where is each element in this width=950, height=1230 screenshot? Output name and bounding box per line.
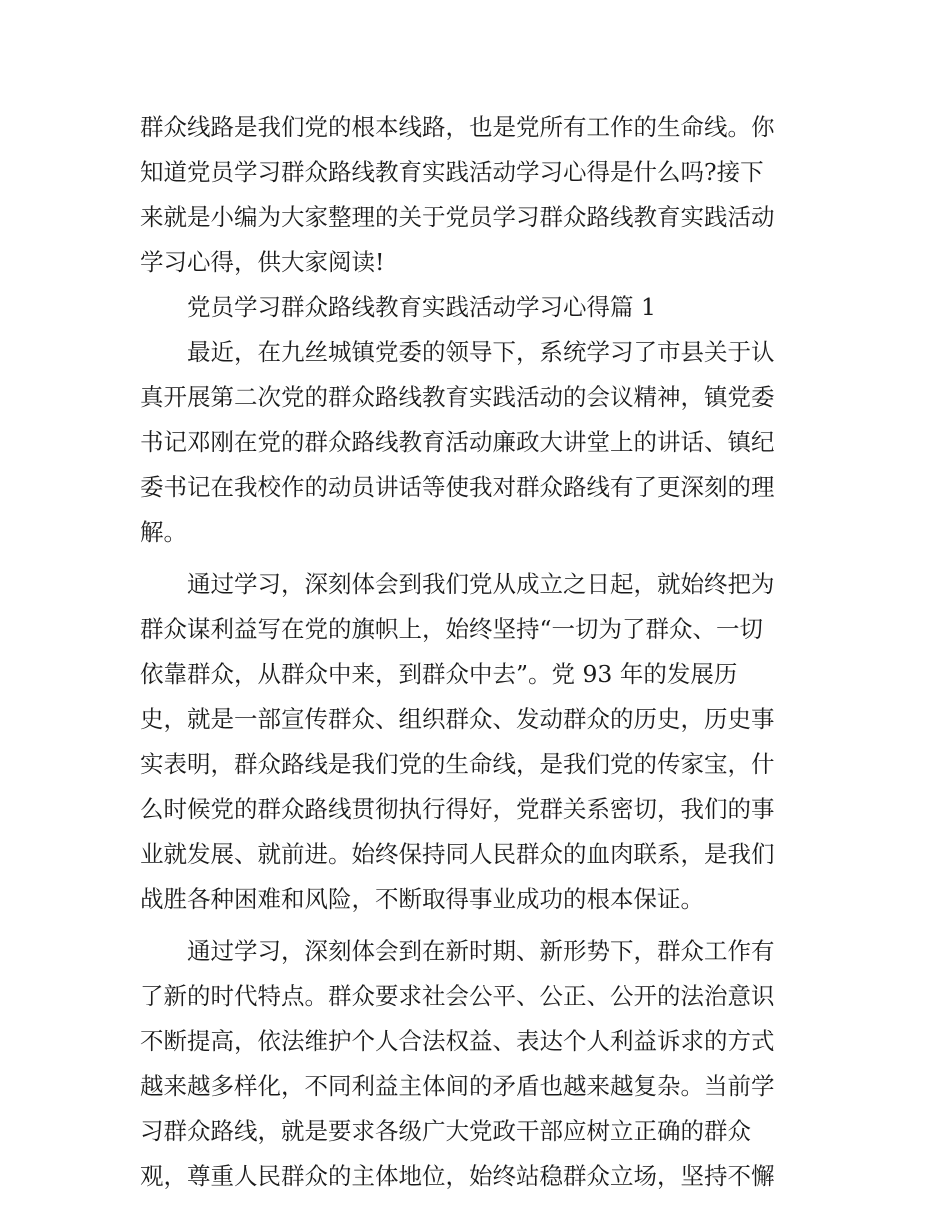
text-line: 知道党员学习群众路线教育实践活动学习心得是什么吗?接下 bbox=[140, 158, 764, 186]
paragraph-gap bbox=[140, 555, 820, 562]
text-line: 么时候党的群众路线贯彻执行得好，党群关系密切，我们的事 bbox=[140, 795, 775, 823]
document-body bbox=[140, 105, 820, 1199]
text-line: 最近，在九丝城镇党委的领导下，系统学习了市县关于认 bbox=[187, 338, 775, 366]
text-line: 越来越多样化，不同利益主体间的矛盾也越来越复杂。当前学 bbox=[140, 1072, 775, 1100]
paragraph-1 bbox=[140, 330, 820, 555]
text-line: 习群众路线，就是要求各级广大党政干部应树立正确的群众 bbox=[140, 1117, 751, 1145]
paragraph-3 bbox=[140, 929, 820, 1199]
text-line: 来就是小编为大家整理的关于党员学习群众路线教育实践活动 bbox=[140, 203, 775, 231]
paragraph-gap bbox=[140, 922, 820, 929]
text-line: 观，尊重人民群众的主体地位，始终站稳群众立场，坚持不懈 bbox=[140, 1162, 775, 1190]
text-line: 群众线路是我们党的根本线路，也是党所有工作的生命线。你 bbox=[140, 113, 775, 141]
text-line: 书记邓刚在党的群众路线教育活动廉政大讲堂上的讲话、镇纪 bbox=[140, 428, 775, 456]
intro-paragraph bbox=[140, 105, 820, 285]
text-line: 委书记在我校作的动员讲话等使我对群众路线有了更深刻的理 bbox=[140, 473, 775, 501]
text-line: 通过学习，深刻体会到我们党从成立之日起，就始终把为 bbox=[187, 570, 775, 598]
text-line: 战胜各种困难和风险，不断取得事业成功的根本保证。 bbox=[140, 885, 704, 913]
text-line: 实表明，群众路线是我们党的生命线，是我们党的传家宝，什 bbox=[140, 750, 775, 778]
text-line: 党员学习群众路线教育实践活动学习心得篇 1 bbox=[187, 293, 656, 321]
text-line: 不断提高，依法维护个人合法权益、表达个人利益诉求的方式 bbox=[140, 1027, 775, 1055]
paragraph-2 bbox=[140, 562, 820, 922]
text-line: 学习心得，供大家阅读! bbox=[140, 248, 385, 276]
text-line: 业就发展、就前进。始终保持同人民群众的血肉联系，是我们 bbox=[140, 840, 775, 868]
text-line: 真开展第二次党的群众路线教育实践活动的会议精神，镇党委 bbox=[140, 383, 775, 411]
text-line: 史，就是一部宣传群众、组织群众、发动群众的历史，历史事 bbox=[140, 705, 775, 733]
text-line: 解。 bbox=[140, 518, 187, 546]
text-line: 依靠群众，从群众中来，到群众中去”。党 93 年的发展历 bbox=[140, 660, 738, 688]
section-heading bbox=[140, 285, 820, 330]
text-line: 通过学习，深刻体会到在新时期、新形势下，群众工作有 bbox=[187, 937, 775, 965]
text-line: 了新的时代特点。群众要求社会公平、公正、公开的法治意识 bbox=[140, 982, 775, 1010]
text-line: 群众谋利益写在党的旗帜上，始终坚持“一切为了群众、一切 bbox=[140, 615, 764, 643]
